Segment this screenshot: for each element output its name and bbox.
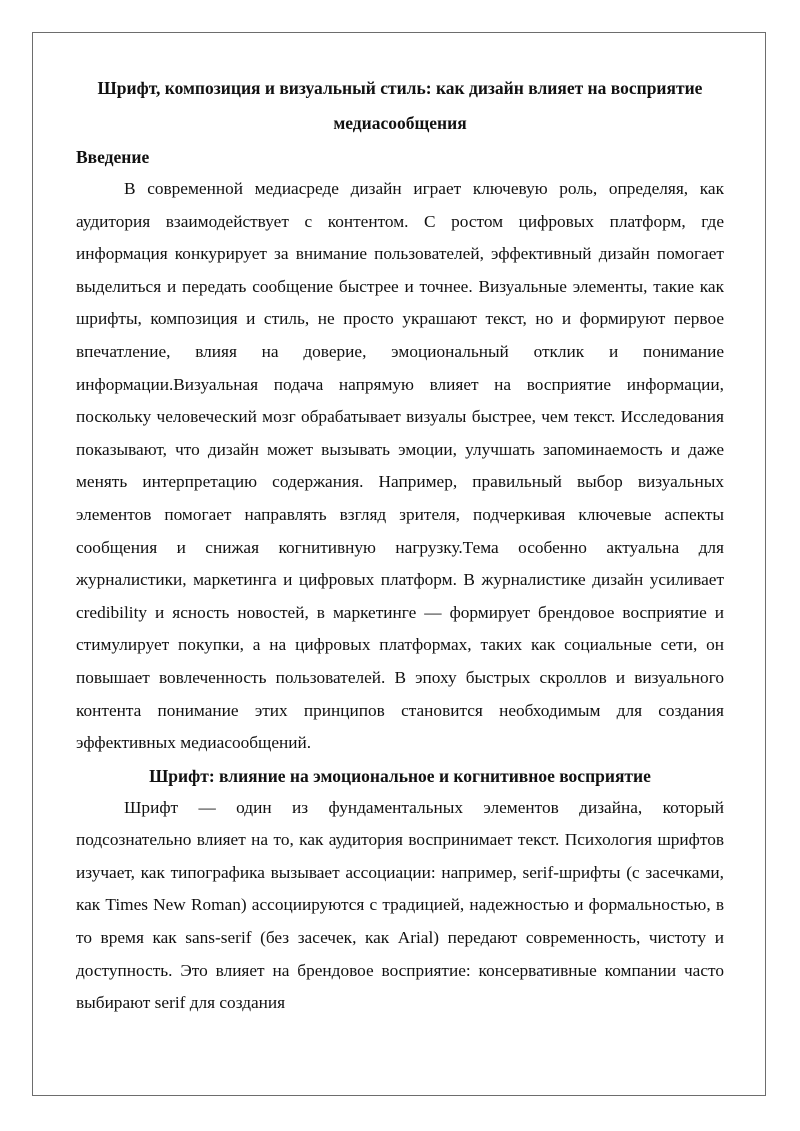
document-content [76, 71, 724, 1020]
document-title: Шрифт, композиция и визуальный стиль: как дизайн влияет на восприятие медиасообщения [97, 78, 703, 133]
document-page [32, 32, 766, 1096]
section-heading-introduction: Введение [76, 147, 150, 167]
section-paragraph-introduction: В современной медиасреде дизайн играет ключевую роль, определяя, как аудитория взаимодействует с контентом. С ростом цифровых платформ, где информация конкурирует за внимание пользователей, эффективный дизайн помогает выделиться и передать сообщение быстрее и точнее. Визуальные элементы, такие как шрифты, композиция и стиль, не просто украшают текст, но и формируют первое впечатление, влияя на доверие, эмоциональный отклик и понимание информации.Визуальная подача напрямую влияет на восприятие информации, поскольку человеческий мозг обрабатывает визуалы быстрее, чем текст. Исследования показывают, что дизайн может вызывать эмоции, улучшать запоминаемость и даже менять интерпретацию содержания. Например, правильный выбор визуальных элементов помогает направлять взгляд зрителя, подчеркивая ключевые аспекты сообщения и снижая когнитивную нагрузку.Тема особенно актуальна для журналистики, маркетинга и цифровых платформ. В журналистике дизайн усиливает credibility и ясность новостей, в маркетинге — формирует брендовое восприятие и стимулирует покупки, а на цифровых платформах, таких как социальные сети, он повышает вовлеченность пользователей. В эпоху быстрых скроллов и визуального контента понимание этих принципов становится необходимым для создания эффективных медиасообщений. [76, 179, 724, 753]
section-heading-font: Шрифт: влияние на эмоциональное и когнитивное восприятие [149, 765, 651, 786]
section-paragraph-font: Шрифт — один из фундаментальных элементов дизайна, который подсознательно влияет на то, как аудитория воспринимает текст. Психология шрифтов изучает, как типографика вызывает ассоциации: например, serif-шрифты (с засечками, как Times New Roman) ассоциируются с традицией, надежностью и формальностью, в то время как sans-serif (без засечек, как Arial) передают современность, чистоту и доступность. Это влияет на брендовое восприятие: консервативные компании часто выбирают serif для создания [76, 797, 724, 1013]
